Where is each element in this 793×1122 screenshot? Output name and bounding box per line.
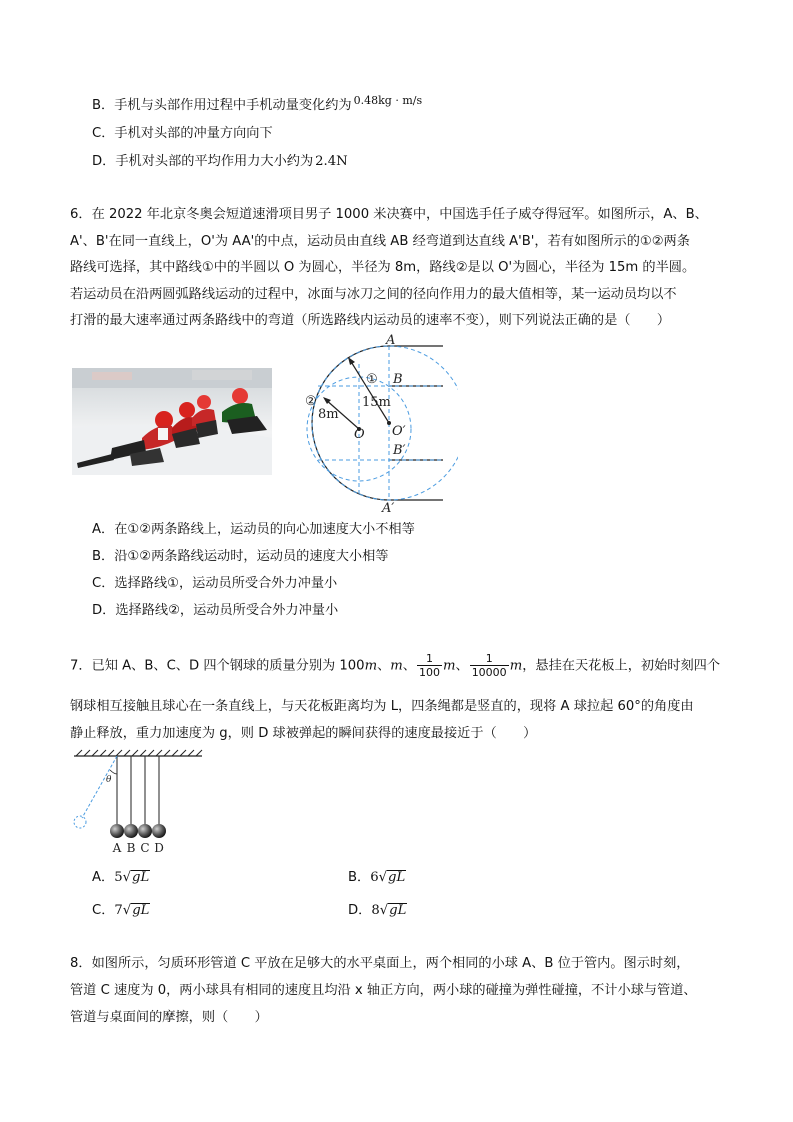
question-6-stem (70, 202, 708, 335)
q6-line-5: 打滑的最大速率通过两条路线中的弯道（所选路线内运动员的速率不变），则下列说法正确的是（ ） (70, 313, 671, 328)
option-label: D． (92, 154, 116, 169)
label-15m: 15m (362, 395, 391, 410)
q8-line-2: 管道 C 速度为 0，两小球具有相同的速度且均沿 x 轴正方向，两小球的碰撞为弹性碰撞，不计小球与管道、 (70, 983, 697, 998)
option-radicand: gL (132, 903, 150, 918)
question-number: 6． (70, 207, 92, 222)
option-text: 选择路线②，运动员所受合外力冲量小 (115, 603, 339, 618)
q8-line-3: 管道与桌面间的摩擦，则（ ） (70, 1010, 268, 1025)
sqrt-sign: √ (122, 870, 132, 885)
sqrt-sign: √ (122, 903, 132, 918)
label-a: A (386, 334, 396, 348)
option-coef: 5 (114, 870, 123, 885)
option-label: B． (92, 98, 115, 113)
var-m: m (364, 658, 378, 674)
q6-option-c (92, 572, 337, 591)
option-label: C． (92, 126, 115, 141)
option-text: 手机对头部的冲量方向向下 (114, 126, 273, 141)
stem-text: 在 2022 年北京冬奥会短道速滑项目男子 1000 米决赛中，中国选手任子威夺得冠军。如图所示，A、B、 (91, 207, 708, 222)
option-label: D． (348, 903, 372, 918)
q7-line-2: 钢球相互接触且球心在一条直线上，与天花板距离均为 L，四条绳都是竖直的，现将 A 球拉起 60°的角度由 (70, 699, 694, 714)
q5-option-c (92, 122, 273, 141)
track-outer (312, 346, 443, 500)
stem-text: ，悬挂在天花板上，初始时刻四个 (522, 658, 721, 674)
option-text: 沿①②两条路线运动时，运动员的速度大小相等 (114, 549, 389, 564)
option-radicand: gL (132, 870, 150, 885)
label-o: O (354, 427, 365, 442)
label-ball-b: B (126, 841, 136, 855)
fraction-1-10000: $\frac{1}{10000}$ (471, 652, 507, 679)
track-diagram (278, 334, 458, 514)
option-coef: 7 (114, 903, 123, 918)
q8-line-1 (70, 950, 697, 977)
skaters-illustration (72, 368, 272, 475)
skaters-photo (72, 368, 272, 475)
q6-line-4: 若运动员在沿两圆弧路线运动的过程中，冰面与冰刀之间的径向作用力的最大值相等，某一运动员均以不 (70, 286, 677, 302)
fraction-1-100: $\frac{1}{100}$ (418, 652, 440, 679)
label-b: B (393, 372, 403, 387)
q7-option-c (92, 899, 150, 918)
option-label: A． (92, 870, 115, 885)
q5-option-b (92, 94, 422, 113)
q6-line-1 (70, 202, 708, 229)
option-radicand: gL (389, 903, 407, 918)
question-8-stem (70, 950, 697, 1031)
q6-line-3: 路线可选择，其中路线①中的半圆以 O 为圆心，半径为 8m，路线②是以 O'为圆心，半径为 15m 的半圆。 (70, 260, 696, 275)
label-ball-d: D (154, 841, 164, 855)
label-ball-c: C (140, 841, 150, 855)
label-route-2: ② (305, 394, 317, 409)
q6-option-b (92, 545, 388, 564)
label-8m: 8m (318, 407, 339, 422)
option-label: B． (348, 870, 371, 885)
label-route-1: ① (366, 372, 378, 387)
q5-option-d (92, 150, 348, 169)
var-m: m (509, 658, 523, 674)
option-label: C． (92, 903, 115, 918)
angle-theta: θ (106, 775, 112, 785)
label-ball-a: A (112, 841, 122, 855)
var-m: m (442, 658, 456, 674)
ball-c (138, 824, 152, 838)
option-label: D． (92, 603, 116, 618)
ball-a-raised (74, 816, 86, 828)
label-b-prime: B′ (393, 443, 406, 458)
option-label: B． (92, 549, 115, 564)
option-coef: 6 (370, 870, 379, 885)
option-radicand: gL (388, 870, 406, 885)
q7-option-b (348, 866, 406, 885)
radius-15m-arrow (350, 360, 389, 423)
var-m: m (390, 658, 403, 674)
option-coef: 8 (371, 903, 380, 918)
ball-b (124, 824, 138, 838)
option-label: C． (92, 576, 115, 591)
option-text: 手机对头部的平均作用力大小约为 (115, 154, 314, 169)
stem-text: 已知 A、B、C、D 四个钢球的质量分别为 100 (91, 658, 365, 674)
option-value: 2.4N (315, 154, 348, 169)
option-label: A． (92, 522, 115, 537)
ball-a (110, 824, 124, 838)
pendulum-diagram (70, 748, 210, 858)
label-o-prime: O′ (392, 424, 406, 439)
option-text: 选择路线①，运动员所受合外力冲量小 (114, 576, 338, 591)
label-a-prime: A′ (382, 501, 395, 514)
q7-option-a (92, 866, 150, 885)
displaced-string (82, 756, 117, 818)
option-text: 手机与头部作用过程中手机动量变化约为 (114, 98, 352, 113)
stem-text: 如图所示，匀质环形管道 C 平放在足够大的水平桌面上，两个相同的小球 A、B 位于管内。图示时刻， (91, 956, 690, 971)
question-number: 7． (70, 658, 92, 674)
q7-option-d (348, 899, 407, 918)
q6-option-a (92, 518, 415, 537)
q6-line-2: A'、B'在同一直线上，O'为 AA'的中点，运动员由直线 AB 经弯道到达直线 A'B'，若有如图所示的①②两条 (70, 233, 690, 249)
sqrt-sign: √ (378, 870, 388, 885)
question-number: 8． (70, 956, 92, 971)
center-o-prime (387, 421, 391, 425)
ball-d (152, 824, 166, 838)
sqrt-sign: √ (379, 903, 389, 918)
q6-option-d (92, 599, 338, 618)
q7-line-3: 静止释放，重力加速度为 g，则 D 球被弹起的瞬间获得的速度最接近于（ ） (70, 725, 537, 741)
option-value: 0.48kg · m/s (353, 94, 423, 107)
strings (117, 756, 159, 824)
question-7-line-1: 7．已知 A、B、C、D 四个钢球的质量分别为 100m、m、 $\frac{1}{100}$ m、 $\frac{1}{10000}$ m，悬挂在天花板上，初始时刻四个 (70, 652, 721, 679)
option-text: 在①②两条路线上，运动员的向心加速度大小不相等 (114, 522, 415, 537)
question-7-rest (70, 694, 694, 747)
